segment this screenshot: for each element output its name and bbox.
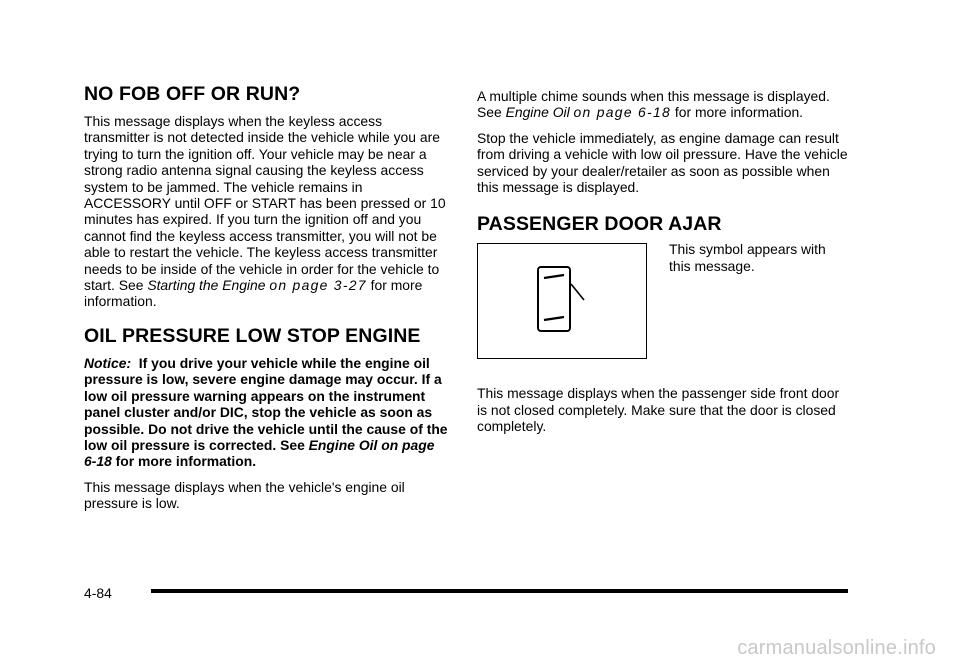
reference-engine-oil[interactable]: Engine Oil — [308, 436, 378, 453]
notice-oil-pressure: Notice: If you drive your vehicle while the engine oil pressure is low, severe engine damage may occur. If a low oil pressure warning appears on the instrument panel cluster and/or DIC, stop the vehicle as soon as possible. Do not drive the vehicle until the cause of the low oil pressure is corrected. See Engine Oil on page 6-18 for more information. — [84, 354, 448, 470]
right-column — [477, 88, 849, 444]
page-number: 4-84 — [84, 585, 112, 601]
symbol-frame — [477, 243, 647, 359]
heading-oil-pressure: OIL PRESSURE LOW STOP ENGINE — [84, 324, 421, 347]
symbol-row — [477, 243, 849, 373]
paragraph-chime: A multiple chime sounds when this message is displayed. See Engine Oil on page 6-18 for more information. — [477, 88, 830, 121]
heading-no-fob: NO FOB OFF OR RUN? — [84, 83, 301, 105]
footer-rule — [151, 589, 848, 593]
paragraph-no-fob: This message displays when the keyless access transmitter is not detected inside the vehicle while you are trying to turn the ignition off. Your vehicle may be near a strong radio antenna signal causing the keyless access system to be jammed. The vehicle remains in ACCESSORY until OFF or START has been pressed or 10 minutes has expired. If you turn the ignition off and you cannot find the keyless access transmitter, you will not be able to restart the vehicle. The keyless access transmitter needs to be inside of the vehicle in order for the vehicle to start. See Starting the Engine on page 3-27 for more information. — [84, 113, 446, 310]
reference-page-6-18[interactable]: on page 6-18 — [573, 104, 672, 121]
reference-page-3-27[interactable]: on page 3-27 — [269, 277, 367, 294]
heading-passenger-door: PASSENGER DOOR AJAR — [477, 213, 722, 236]
door-ajar-icon — [532, 264, 594, 334]
paragraph-passenger-door: This message displays when the passenger side front door is not closed completely. Make sure that the door is closed completely. — [477, 385, 840, 435]
left-column — [84, 82, 450, 521]
symbol-caption: This symbol appears with this message. — [669, 241, 826, 274]
watermark: carmanualsonline.info — [737, 637, 936, 659]
notice-label: Notice: — [84, 354, 132, 371]
reference-engine-oil[interactable]: Engine Oil — [505, 104, 570, 121]
paragraph-stop-vehicle: Stop the vehicle immediately, as engine damage can result from driving a vehicle with low oil pressure. Have the vehicle serviced by your dealer/retailer as soon as possible when this message is displayed. — [477, 129, 848, 196]
reference-starting-engine[interactable]: Starting the Engine — [147, 277, 266, 294]
paragraph-oil-pressure: This message displays when the vehicle's engine oil pressure is low. — [84, 478, 405, 512]
reference-page-6-18[interactable]: on page 6-18 — [84, 436, 435, 470]
